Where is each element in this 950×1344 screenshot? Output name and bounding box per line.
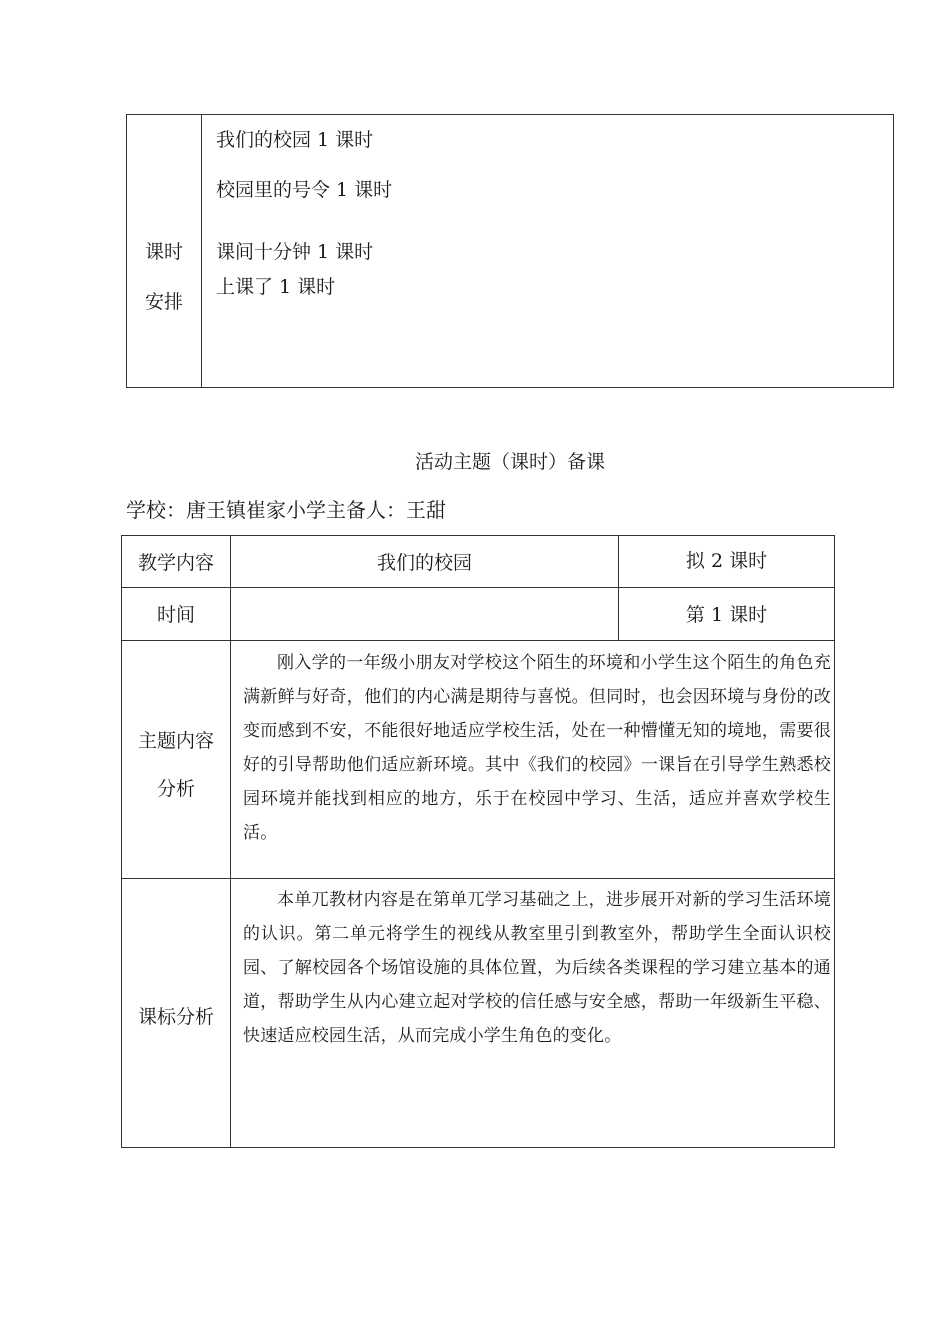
theme-analysis-label-line1: 主题内容 xyxy=(137,730,214,752)
curriculum-analysis-text: 本单兀教材内容是在第单兀学习基础之上，进步展开对新的学习生活环境的认识。第二单元将学生的视线从教室里引到教室外，帮助学生全面认识校园、了解校园各个场馆设施的具体位置，为后续各类课程的学习建立基本的通道，帮助学生从内心建立起对学校的信任感与安全感，帮助一年级新生平稳、快速适应校园生活，从而完成小学生角色的变化。 xyxy=(243,890,831,1046)
schedule-item: 校园里的号令 1 课时 xyxy=(216,179,393,201)
curriculum-analysis-label: 课标分析 xyxy=(137,1006,214,1028)
table-row-divider xyxy=(121,878,835,879)
table-row-divider xyxy=(121,587,835,588)
schedule-item: 课间十分钟 1 课时 xyxy=(216,241,374,263)
time-label: 时间 xyxy=(156,604,195,626)
table-row-divider xyxy=(121,640,835,641)
page-title: 活动主题（课时）备课 xyxy=(414,451,605,473)
table-border-top xyxy=(121,535,835,536)
planned-hours: 拟 2 课时 xyxy=(685,550,768,572)
theme-analysis-text: 刚入学的一年级小朋友对学校这个陌生的环境和小学生这个陌生的角色充满新鲜与好奇，他们的内心满是期待与喜悦。但同时，也会因环境与身份的改变而感到不安，不能很好地适应学校生活，处在一种懵懂无知的境地，需要很好的引导帮助他们适应新环境。其中《我们的校园》一课旨在引导学生熟悉校园环境并能找到相应的地方，乐于在校园中学习、生活，适应并喜欢学校生活。 xyxy=(243,653,831,843)
schedule-label-line1: 课时 xyxy=(144,241,183,263)
schedule-item: 上课了 1 课时 xyxy=(216,276,336,298)
teaching-content-label: 教学内容 xyxy=(137,552,214,574)
teaching-content-value: 我们的校园 xyxy=(376,552,472,574)
schedule-label-line2: 安排 xyxy=(144,291,183,313)
school-author-line: 学校：唐王镇崔家小学主备人：王甜 xyxy=(126,498,446,522)
lesson-number: 第 1 课时 xyxy=(685,604,768,626)
schedule-item: 我们的校园 1 课时 xyxy=(216,129,374,151)
theme-analysis-label-line2: 分析 xyxy=(156,778,195,800)
table-border-bottom xyxy=(121,1147,835,1148)
